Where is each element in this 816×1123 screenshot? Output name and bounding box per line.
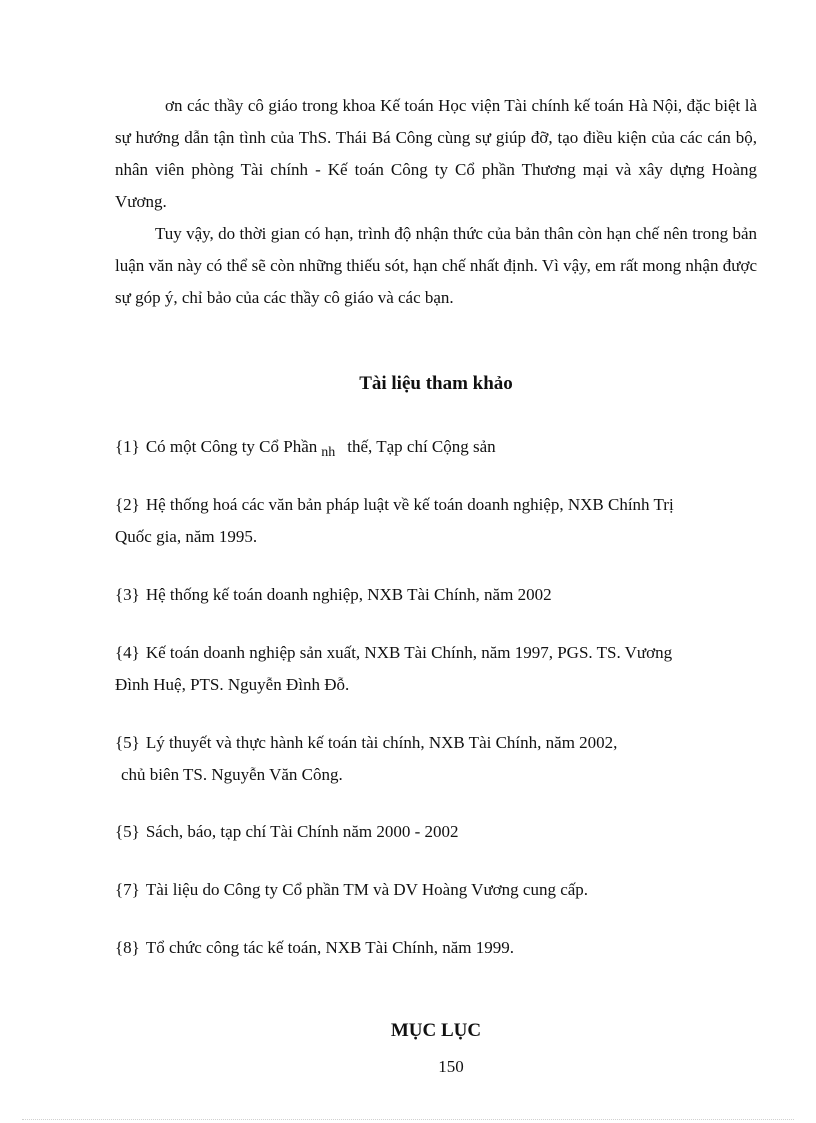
reference-text-continued: Quốc gia, năm 1995. [115,527,258,546]
table-of-contents-title: MỤC LỤC [390,1020,482,1041]
body-paragraph-1: ơn các thầy cô giáo trong khoa Kế toán Học viện Tài chính kế toán Hà Nội, đặc biệt là sự hướng dẫn tận tình của ThS. Thái Bá Công cùng sự giúp đỡ, tạo điều kiện của các cán bộ, nhân viên phòng Tài chính - Kế toán Công ty Cổ phần Thương mại và xây dựng Hoàng Vương. [115,96,757,211]
reference-number: {7} [115,880,140,899]
reference-text: Hệ thống kế toán doanh nghiệp, NXB Tài Chính, năm 2002 [145,585,552,604]
reference-item-5 [115,727,755,791]
reference-text: Kế toán doanh nghiệp sản xuất, NXB Tài Chính, năm 1997, PGS. TS. Vương [145,643,673,662]
references-title: Tài liệu tham khảo [359,373,513,394]
reference-text: Hệ thống hoá các văn bản pháp luật về kế toán doanh nghiệp, NXB Chính Trị [145,495,674,514]
reference-subscript: nh [321,445,336,460]
reference-item-6 [115,816,755,848]
reference-number: {4} [115,643,140,662]
footer-divider [22,1119,794,1120]
reference-number: {3} [115,585,140,604]
reference-text-continued: Đình Huệ, PTS. Nguyễn Đình Đỗ. [115,675,350,694]
reference-text: Sách, báo, tạp chí Tài Chính năm 2000 - 2002 [145,822,459,841]
reference-item-2 [115,489,755,553]
reference-number: {8} [115,938,140,957]
reference-text-continued: thế, Tạp chí Cộng sản [347,437,496,456]
reference-number: {5} [115,822,140,841]
reference-number: {5} [115,733,140,752]
reference-text-continued: chủ biên TS. Nguyễn Văn Công. [121,765,343,784]
reference-item-3 [115,579,755,611]
reference-item-7 [115,874,755,906]
reference-text: Lý thuyết và thực hành kế toán tài chính, NXB Tài Chính, năm 2002, [145,733,618,752]
reference-text: Tài liệu do Công ty Cổ phần TM và DV Hoàng Vương cung cấp. [145,880,589,899]
reference-text: Tổ chức công tác kế toán, NXB Tài Chính, năm 1999. [145,938,515,957]
reference-item-1 [115,431,755,465]
page-number: 150 [438,1057,464,1076]
reference-number: {1} [115,437,140,456]
reference-number: {2} [115,495,140,514]
reference-text: Có một Công ty Cổ Phần [145,437,318,456]
reference-item-8 [115,932,755,964]
body-paragraph-2: Tuy vậy, do thời gian có hạn, trình độ nhận thức của bản thân còn hạn chế nên trong bản luận văn này có thể sẽ còn những thiếu sót, hạn chế nhất định. Vì vậy, em rất mong nhận được sự góp ý, chỉ bảo của các thầy cô giáo và các bạn. [115,224,757,307]
reference-item-4 [115,637,755,701]
